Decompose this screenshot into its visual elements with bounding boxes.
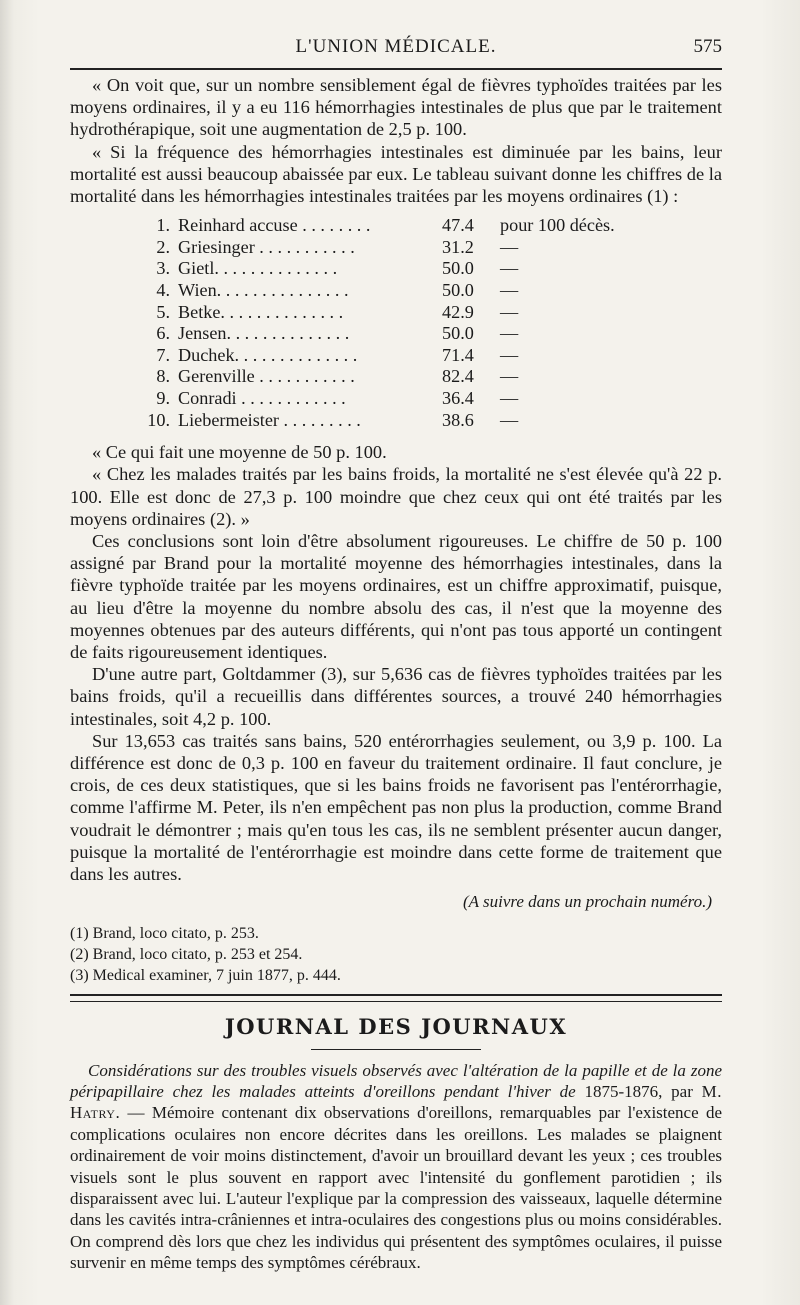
list-item (140, 366, 620, 388)
journal-author: M. Hatry. (70, 1082, 723, 1123)
footnote: (2) Brand, loco citato, p. 253 et 254. (70, 946, 303, 964)
journal-paragraph (70, 1060, 722, 1274)
list-number: 9. (156, 387, 170, 408)
list-value: 47.4 (442, 215, 474, 236)
list-item (140, 258, 620, 280)
page-header (70, 36, 722, 60)
header-rule (70, 68, 722, 70)
list-number: 1. (156, 215, 170, 236)
list-item (140, 302, 620, 324)
list-value: 82.4 (442, 366, 474, 387)
title-rule (311, 1049, 481, 1050)
list-value: 38.6 (442, 409, 474, 430)
list-item (140, 345, 620, 367)
paragraph: « On voit que, sur un nombre sensiblement égal de fièvres typhoïdes traitées par les moyens ordinaires, il y a eu 116 hémorrhagies intestinales de plus que par le traitement hydrothérapique, soit une augmentation de 2,5 p. 100. (70, 75, 722, 140)
list-value: 31.2 (442, 236, 474, 257)
list-number: 3. (156, 258, 170, 279)
list-unit: — (500, 409, 519, 430)
section-title: JOURNAL DES JOURNAUX (224, 1014, 568, 1040)
list-unit: — (500, 323, 519, 344)
list-author: Duchek. . . . . . . . . . . . . . (178, 344, 358, 365)
footnote: (1) Brand, loco citato, p. 253. (70, 925, 259, 943)
list-author: Gerenville . . . . . . . . . . . (178, 366, 355, 387)
journal-body: — Mémoire contenant dix observations d'oreillons, remarquables par l'existence de complications oculaires non encore décrites dans les oreillons. Les malades se plaignent ordinairement de voir moins distinctement, d'avoir un brouillard devant les yeux ; ces troubles visuels sont le plus souvent en rapport avec l'intensité du gonflement parotidien ; ils disparaissent avec lui. L'auteur l'explique par la compression des vaisseaux, laquelle détermine dans les cavités intra-crâniennes et intra-oculaires des congestions plus ou moins considérables. On comprend dès lors que chez les individus qui présentent des symptômes oculaires, il puisse survenir en même temps des symptômes cérébraux. (70, 1103, 723, 1273)
section-divider (70, 994, 722, 1002)
list-author: Liebermeister . . . . . . . . . (178, 409, 361, 430)
list-item (140, 410, 620, 432)
page-number: 575 (693, 36, 722, 57)
list-unit: pour 100 décès. (500, 215, 615, 236)
list-value: 42.9 (442, 301, 474, 322)
list-author: Jensen. . . . . . . . . . . . . . (178, 323, 350, 344)
paragraph: « Si la fréquence des hémorrhagies intestinales est diminuée par les bains, leur mortalité est aussi beaucoup abaissée par eux. Le tableau suivant donne les chiffres de la mortalité dans les hémorrhagies intestinales traitées par les moyens ordinaires (1) : (70, 141, 722, 207)
list-number: 7. (156, 344, 170, 365)
list-value: 36.4 (442, 387, 474, 408)
list-author: Betke. . . . . . . . . . . . . . (178, 301, 344, 322)
paragraph: Ces conclusions sont loin d'être absolument rigoureuses. Le chiffre de 50 p. 100 assigné par Brand pour la mortalité moyenne des hémorrhagies intestinales, dans la fièvre typhoïde traitée par les moyens ordinaires, est un chiffre approximatif, puisque, au lieu d'être la moyenne du nombre absolu des cas, il n'est que la moyenne des moyennes obtenues par des auteurs différents, qui n'ont pas tous apporté un contingent de faits rigoureusement identiques. (70, 530, 722, 662)
list-number: 6. (156, 323, 170, 344)
list-author: Reinhard accuse . . . . . . . . (178, 215, 371, 236)
journal-years: 1875-1876, par (584, 1082, 693, 1102)
list-unit: — (500, 387, 519, 408)
list-author: Griesinger . . . . . . . . . . . (178, 236, 355, 257)
continuation-note: (A suivre dans un prochain numéro.) (463, 892, 712, 912)
list-unit: — (500, 236, 519, 257)
list-value: 50.0 (442, 258, 474, 279)
list-value: 71.4 (442, 344, 474, 365)
paragraph: Sur 13,653 cas traités sans bains, 520 entérorrhagies seulement, ou 3,9 p. 100. La différence est donc de 0,3 p. 100 en faveur du traitement ordinaire. Il faut conclure, je crois, de ces deux statistiques, que si les bains froids ne favorisent pas l'entérorrhagie, comme l'affirme M. Peter, ils n'en empêchent pas non plus la production, comme Brand voudrait le démontrer ; mais qu'en tous les cas, ils ne semblent présenter aucun danger, puisque la mortalité de l'entérorrhagie est moindre dans cette forme de traitement que dans les autres. (70, 730, 722, 885)
list-unit: — (500, 366, 519, 387)
list-number: 4. (156, 280, 170, 300)
paragraph: D'une autre part, Goltdammer (3), sur 5,636 cas de fièvres typhoïdes traitées par les bains froids, qu'il a recueillis dans différentes sources, a trouvé 240 hémorrhagies intestinales, soit 4,2 p. 100. (70, 664, 722, 729)
list-item (140, 388, 620, 410)
mortality-list (140, 215, 620, 431)
list-author: Conradi . . . . . . . . . . . . (178, 387, 346, 408)
list-value: 50.0 (442, 323, 474, 344)
journal-entry (70, 1060, 722, 1274)
list-unit: — (500, 301, 519, 322)
list-item (140, 215, 620, 237)
list-number: 8. (156, 366, 170, 387)
paragraph: « Chez les malades traités par les bains froids, la mortalité ne s'est élevée qu'à 22 p. 100. Elle est donc de 27,3 p. 100 moindre que chez ceux qui ont été traités par les moyens ordinaires (2). » (70, 464, 722, 529)
paragraph: « Ce qui fait une moyenne de 50 p. 100. (92, 442, 387, 463)
list-author: Wien. . . . . . . . . . . . . . . (178, 280, 349, 300)
list-unit: — (500, 344, 519, 365)
list-unit: — (500, 280, 519, 300)
list-item (140, 323, 620, 345)
list-unit: — (500, 258, 519, 279)
list-number: 10. (147, 409, 170, 430)
footnotes (70, 923, 722, 986)
list-value: 50.0 (442, 280, 474, 300)
list-author: Gietl. . . . . . . . . . . . . . (178, 258, 338, 279)
running-title: L'UNION MÉDICALE. (295, 36, 497, 57)
list-number: 2. (156, 236, 170, 257)
journal-title: Considérations sur des troubles visuels observés avec l'altération de la papille et de la zone péripapillaire chez les malades atteints d'oreillons pendant l'hiver de (70, 1060, 722, 1102)
list-number: 5. (156, 301, 170, 322)
list-item (140, 280, 620, 302)
list-item (140, 237, 620, 259)
article-body (70, 74, 722, 1274)
footnote: (3) Medical examiner, 7 juin 1877, p. 444. (70, 967, 341, 985)
